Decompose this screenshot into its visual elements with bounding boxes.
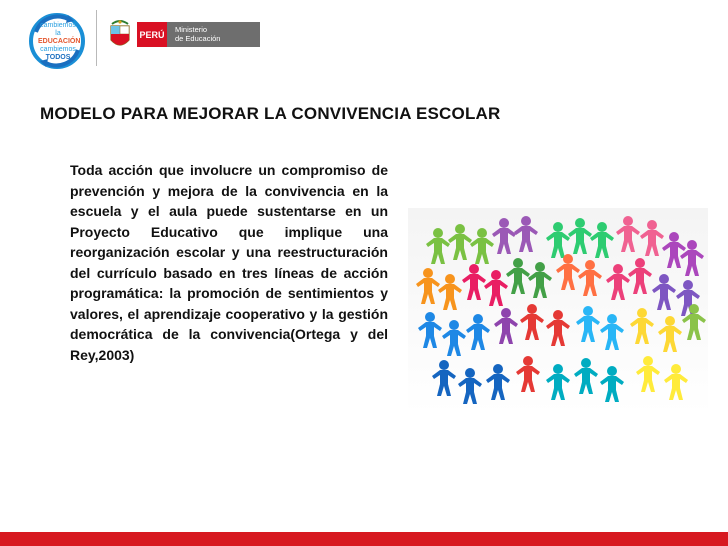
ministry-line-2: de Educación [175,34,221,43]
campaign-line-2: EDUCACIÓN [38,38,81,45]
paper-people-photo [408,208,708,414]
ministry-label [167,22,260,47]
country-label: PERÚ [137,22,167,47]
campaign-line-1: cambiemos la [40,22,76,37]
body-paragraph: Toda acción que involucre un compromiso de prevención y mejora de la convivencia en la escuela y el aula puede sustentarse en un Proyecto Educativo que implique una reorganización escolar y una reestructuración del currículo basado en tres líneas de acción programática: la promoción de sentimientos y valores, el aprendizaje cooperativo y la gestión democrática de la convivencia(Ortega y del Rey,2003) [70,162,388,363]
coat-of-arms-icon [108,18,132,52]
footer-bar [0,532,728,546]
header-divider [96,10,97,66]
page-title: MODELO PARA MEJORAR LA CONVIVENCIA ESCOLAR [40,104,501,123]
ministry-line-1: Ministerio [175,25,208,34]
campaign-line-3: cambiemos [40,46,76,53]
campaign-line-4: TODOS [45,54,71,61]
campaign-slogan [38,22,81,62]
